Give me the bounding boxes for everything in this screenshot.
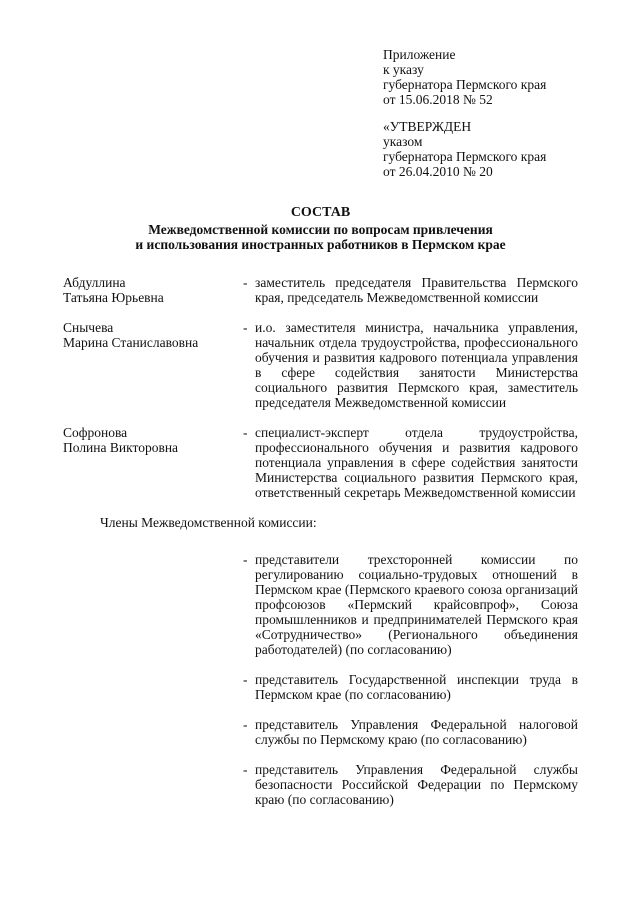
list-dash: - [243,425,248,440]
member-role [243,320,578,410]
committee-member-text: представители трехсторонней комиссии по регулированию социально-трудовых отношений в Пермском крае (Пермского краевого союза организаций профсоюзов «Пермский крайсовпроф», Союза промышленников и предпринимателей Пермского края «Сотрудничество» (Регионального объединения работодателей) (по согласованию) [255,552,578,657]
list-item [243,717,578,747]
member-name [63,275,243,305]
member-surname: Снычева [63,320,114,335]
list-dash: - [243,717,248,732]
list-dash: - [243,672,248,687]
member-given-names: Полина Викторовна [63,440,179,455]
member-name [63,425,243,500]
subtitle-line: и использования иностранных работников в Пермском крае [135,237,506,252]
member-role [243,425,578,500]
list-item [243,672,578,702]
member-role-text: заместитель председателя Правительства Пермского края, председатель Межведомственной комиссии [255,275,578,305]
member-role-text: и.о. заместителя министра, начальника управления, начальник отдела трудоустройства, профессионального обучения и развития кадрового потенциала управления в сфере содействия занятости Министерства социального развития Пермского края, заместитель председателя Межведомственной комиссии [255,320,578,410]
member-given-names: Марина Станиславовна [63,335,199,350]
committee-member-text: представитель Управления Федеральной налоговой службы по Пермскому краю (по согласованию) [255,717,578,747]
member-name [63,320,243,410]
member-row [63,425,578,500]
list-item [243,762,578,807]
document-title: СОСТАВ [290,205,351,220]
committee-member-text: представитель Государственной инспекции труда в Пермском крае (по согласованию) [255,672,578,702]
list-dash: - [243,552,248,567]
committee-members-list [243,552,578,807]
annex-line: Приложение [383,47,456,62]
member-row [63,320,578,410]
document-header [383,47,578,179]
subtitle-line: Межведомственной комиссии по вопросам привлечения [148,222,493,237]
list-item [243,552,578,657]
annex-line: губернатора Пермского края [383,77,547,92]
approval-reference-block [383,119,578,179]
document-subtitle [63,222,578,252]
commission-leaders-list [63,275,578,500]
section-heading: Члены Межведомственной комиссии: [100,515,317,530]
member-role-text: специалист-эксперт отдела трудоустройства, профессионального обучения и развития кадрового потенциала управления в сфере содействия занятости Министерства социального развития Пермского края, ответственный секретарь Межведомственной комиссии [255,425,578,500]
committee-member-text: представитель Управления Федеральной службы безопасности Российской Федерации по Пермскому краю (по согласованию) [255,762,578,807]
member-surname: Софронова [63,425,128,440]
approval-line: губернатора Пермского края [383,149,547,164]
annex-line: к указу [383,62,424,77]
list-dash: - [243,320,248,335]
approval-line: «УТВЕРЖДЕН [383,119,472,134]
member-given-names: Татьяна Юрьевна [63,290,164,305]
approval-line: от 26.04.2010 № 20 [383,164,493,179]
member-row [63,275,578,305]
list-dash: - [243,762,248,777]
approval-line: указом [383,134,423,149]
list-dash: - [243,275,248,290]
annex-line: от 15.06.2018 № 52 [383,92,493,107]
member-role [243,275,578,305]
annex-reference-block [383,47,578,107]
member-surname: Абдуллина [63,275,126,290]
